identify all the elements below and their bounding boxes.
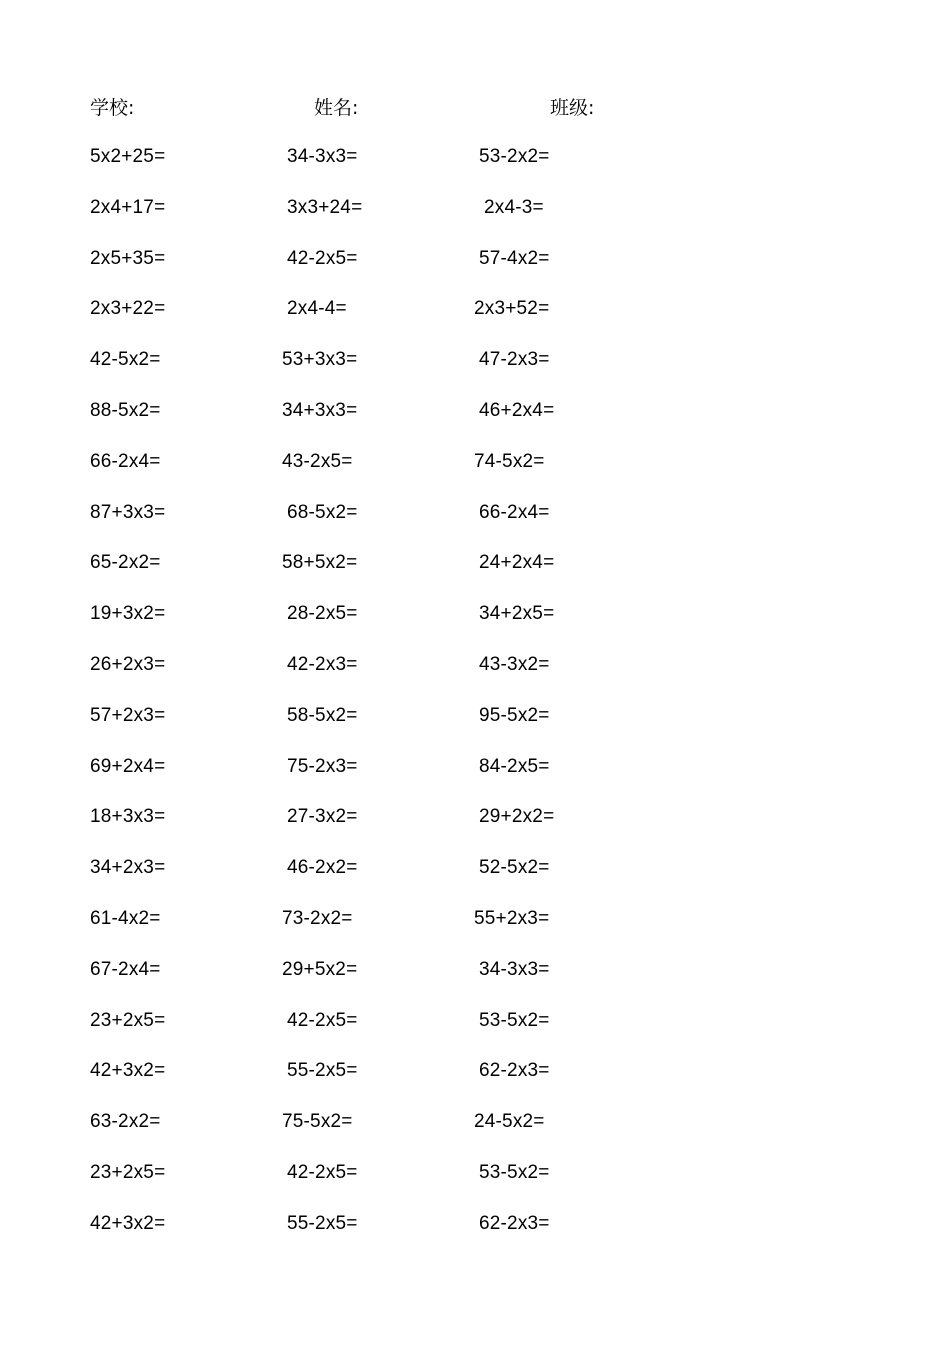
- math-problem: 55+2x3=: [474, 907, 550, 929]
- math-problem: 53+3x3=: [282, 349, 358, 371]
- math-problem: 53-5x2=: [479, 1009, 550, 1031]
- math-problem: 63-2x2=: [90, 1111, 161, 1133]
- math-problem: 2x4+17=: [90, 196, 166, 218]
- math-problem: 66-2x4=: [479, 501, 550, 523]
- problem-row: [0, 603, 950, 654]
- math-problem: 74-5x2=: [474, 450, 545, 472]
- math-problem: 34+3x3=: [282, 399, 358, 421]
- problem-row: [0, 146, 950, 197]
- math-problem: 34+2x3=: [90, 857, 166, 879]
- math-problem: 55-2x5=: [287, 1060, 358, 1082]
- class-label: 班级:: [550, 97, 595, 119]
- math-problem: 47-2x3=: [479, 349, 550, 371]
- problem-row: [0, 1213, 950, 1264]
- math-problem: 2x3+22=: [90, 298, 166, 320]
- math-problem: 55-2x5=: [287, 1212, 358, 1234]
- problem-row: [0, 400, 950, 451]
- problem-row: [0, 502, 950, 553]
- problem-row: [0, 1111, 950, 1162]
- math-problem: 18+3x3=: [90, 806, 166, 828]
- math-problem: 42-2x3=: [287, 653, 358, 675]
- problem-row: [0, 705, 950, 756]
- problem-row: [0, 857, 950, 908]
- math-problem: 62-2x3=: [479, 1060, 550, 1082]
- math-problem: 24-5x2=: [474, 1111, 545, 1133]
- math-problem: 34+2x5=: [479, 603, 555, 625]
- math-problem: 87+3x3=: [90, 501, 166, 523]
- math-problem: 27-3x2=: [287, 806, 358, 828]
- math-problem: 65-2x2=: [90, 552, 161, 574]
- problem-row: [0, 1060, 950, 1111]
- problem-row: [0, 298, 950, 349]
- problem-row: [0, 248, 950, 299]
- math-problem: 57-4x2=: [479, 247, 550, 269]
- math-problem: 67-2x4=: [90, 958, 161, 980]
- problem-row: [0, 197, 950, 248]
- problem-row: [0, 349, 950, 400]
- school-label: 学校:: [90, 97, 135, 119]
- math-problem: 43-3x2=: [479, 653, 550, 675]
- math-problem: 53-2x2=: [479, 146, 550, 167]
- math-problem: 62-2x3=: [479, 1212, 550, 1234]
- problem-row: [0, 451, 950, 502]
- problem-grid: [0, 146, 950, 1264]
- math-problem: 23+2x5=: [90, 1161, 166, 1183]
- problem-row: [0, 552, 950, 603]
- math-problem: 42-2x5=: [287, 247, 358, 269]
- math-problem: 61-4x2=: [90, 907, 161, 929]
- problem-row: [0, 908, 950, 959]
- math-problem: 2x4-3=: [484, 196, 544, 218]
- problem-row: [0, 1162, 950, 1213]
- math-problem: 57+2x3=: [90, 704, 166, 726]
- math-problem: 2x3+52=: [474, 298, 550, 320]
- math-problem: 58+5x2=: [282, 552, 358, 574]
- math-problem: 34-3x3=: [479, 958, 550, 980]
- math-problem: 2x5+35=: [90, 247, 166, 269]
- problem-row: [0, 756, 950, 807]
- math-problem: 42+3x2=: [90, 1212, 166, 1234]
- math-problem: 46+2x4=: [479, 399, 555, 421]
- math-problem: 73-2x2=: [282, 907, 353, 929]
- math-problem: 69+2x4=: [90, 755, 166, 777]
- math-problem: 34-3x3=: [287, 146, 358, 167]
- math-problem: 68-5x2=: [287, 501, 358, 523]
- math-problem: 58-5x2=: [287, 704, 358, 726]
- math-problem: 28-2x5=: [287, 603, 358, 625]
- math-problem: 53-5x2=: [479, 1161, 550, 1183]
- math-problem: 52-5x2=: [479, 857, 550, 879]
- math-problem: 19+3x2=: [90, 603, 166, 625]
- math-problem: 42+3x2=: [90, 1060, 166, 1082]
- math-problem: 23+2x5=: [90, 1009, 166, 1031]
- problem-row: [0, 654, 950, 705]
- math-problem: 88-5x2=: [90, 399, 161, 421]
- math-problem: 3x3+24=: [287, 196, 363, 218]
- math-problem: 42-5x2=: [90, 349, 161, 371]
- worksheet-header: [0, 93, 950, 121]
- math-problem: 26+2x3=: [90, 653, 166, 675]
- name-label: 姓名:: [314, 97, 359, 119]
- problem-row: [0, 959, 950, 1010]
- math-problem: 75-2x3=: [287, 755, 358, 777]
- math-problem: 66-2x4=: [90, 450, 161, 472]
- problem-row: [0, 1010, 950, 1061]
- math-problem: 84-2x5=: [479, 755, 550, 777]
- math-problem: 5x2+25=: [90, 146, 166, 167]
- problem-row: [0, 806, 950, 857]
- math-problem: 95-5x2=: [479, 704, 550, 726]
- math-problem: 24+2x4=: [479, 552, 555, 574]
- math-problem: 46-2x2=: [287, 857, 358, 879]
- math-problem: 42-2x5=: [287, 1161, 358, 1183]
- math-problem: 29+5x2=: [282, 958, 358, 980]
- math-problem: 42-2x5=: [287, 1009, 358, 1031]
- math-problem: 75-5x2=: [282, 1111, 353, 1133]
- math-problem: 29+2x2=: [479, 806, 555, 828]
- math-problem: 2x4-4=: [287, 298, 347, 320]
- math-problem: 43-2x5=: [282, 450, 353, 472]
